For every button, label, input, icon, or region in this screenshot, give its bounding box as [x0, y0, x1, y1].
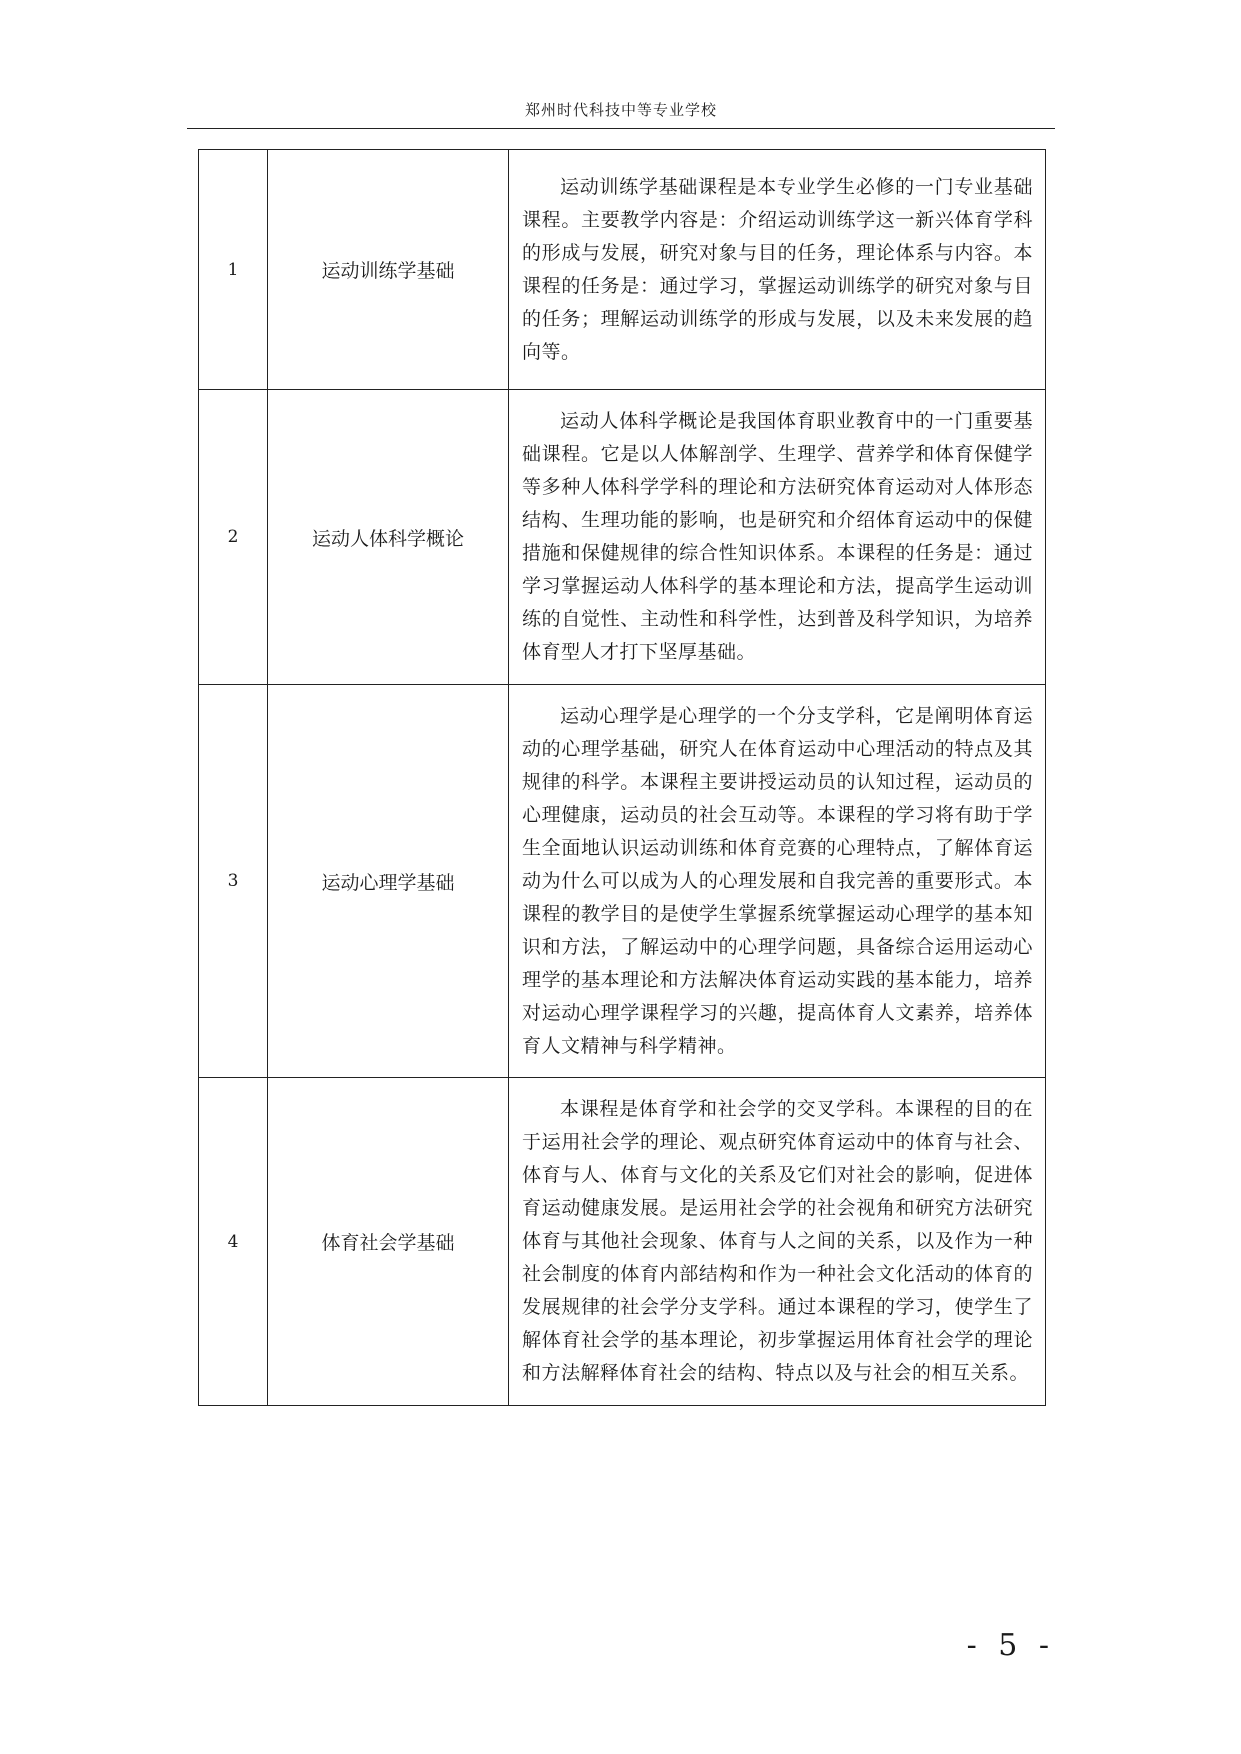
course-name: 运动心理学基础: [268, 685, 509, 1078]
course-description: 运动训练学基础课程是本专业学生必修的一门专业基础课程。主要教学内容是：介绍运动训练学这一新兴体育学科的形成与发展，研究对象与目的任务，理论体系与内容。本课程的任务是：通过学习，掌握运动训练学的研究对象与目的任务；理解运动训练学的形成与发展，以及未来发展的趋向等。: [509, 150, 1046, 390]
course-number: 3: [199, 685, 268, 1078]
course-name: 运动训练学基础: [268, 150, 509, 390]
course-name: 运动人体科学概论: [268, 390, 509, 685]
course-description: 运动人体科学概论是我国体育职业教育中的一门重要基础课程。它是以人体解剖学、生理学、营养学和体育保健学等多种人体科学学科的理论和方法研究体育运动对人体形态结构、生理功能的影响，也是研究和介绍体育运动中的保健措施和保健规律的综合性知识体系。本课程的任务是：通过学习掌握运动人体科学的基本理论和方法，提高学生运动训练的自觉性、主动性和科学性，达到普及科学知识，为培养体育型人才打下坚厚基础。: [509, 390, 1046, 685]
table-row: [199, 150, 1046, 390]
course-name: 体育社会学基础: [268, 1078, 509, 1406]
course-description: 本课程是体育学和社会学的交叉学科。本课程的目的在于运用社会学的理论、观点研究体育运动中的体育与社会、体育与人、体育与文化的关系及它们对社会的影响，促进体育运动健康发展。是运用社会学的社会视角和研究方法研究体育与其他社会现象、体育与人之间的关系，以及作为一种社会制度的体育内部结构和作为一种社会文化活动的体育的发展规律的社会学分支学科。通过本课程的学习，使学生了解体育社会学的基本理论，初步掌握运用体育社会学的理论和方法解释体育社会的结构、特点以及与社会的相互关系。: [509, 1078, 1046, 1406]
school-name: 郑州时代科技中等专业学校: [524, 101, 717, 119]
course-number: 1: [199, 150, 268, 390]
course-number: 4: [199, 1078, 268, 1406]
page-header: [187, 96, 1055, 129]
table-row: [199, 390, 1046, 685]
course-description: 运动心理学是心理学的一个分支学科，它是阐明体育运动的心理学基础，研究人在体育运动中心理活动的特点及其规律的科学。本课程主要讲授运动员的认知过程，运动员的心理健康，运动员的社会互动等。本课程的学习将有助于学生全面地认识运动训练和体育竞赛的心理特点，了解体育运动为什么可以成为人的心理发展和自我完善的重要形式。本课程的教学目的是使学生掌握系统掌握运动心理学的基本知识和方法，了解运动中的心理学问题，具备综合运用运动心理学的基本理论和方法解决体育运动实践的基本能力，培养对运动心理学课程学习的兴趣，提高体育人文素养，培养体育人文精神与科学精神。: [509, 685, 1046, 1078]
course-table: [198, 149, 1046, 1406]
table-row: [199, 685, 1046, 1078]
table-row: [199, 1078, 1046, 1406]
course-number: 2: [199, 390, 268, 685]
page-number: - 5 -: [966, 1628, 1055, 1663]
